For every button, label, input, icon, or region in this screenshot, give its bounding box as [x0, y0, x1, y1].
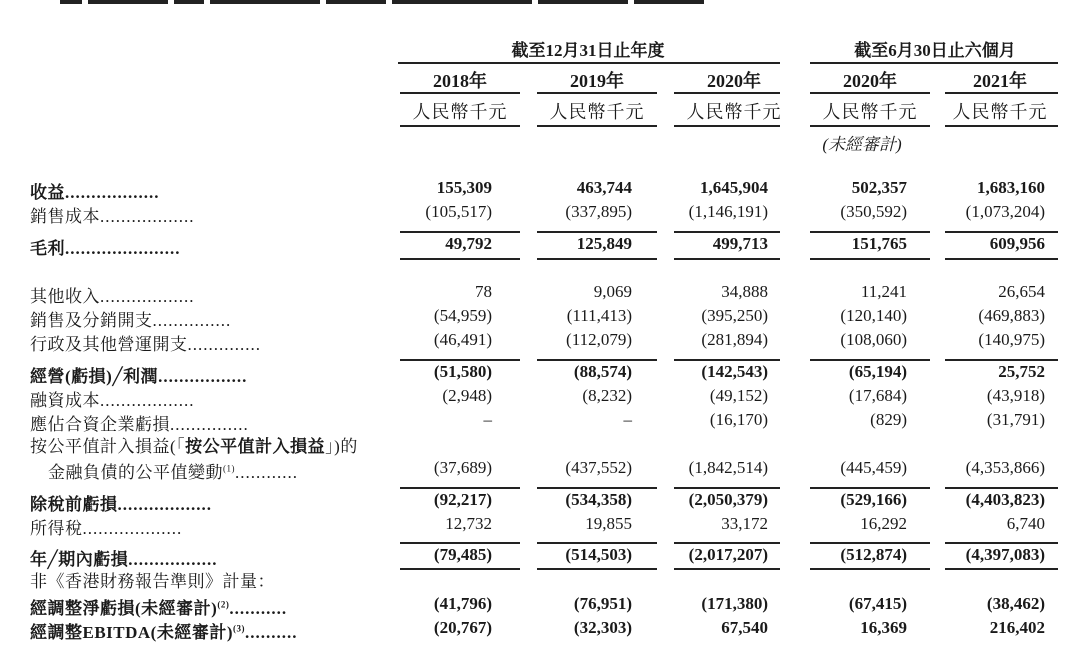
value-cell: (514,503) [565, 545, 632, 564]
leader-dots: .................. [65, 183, 160, 202]
value-cell: (829) [870, 410, 907, 429]
value-cell: (79,485) [433, 545, 492, 564]
row-label [48, 458, 298, 483]
value-cell: (120,140) [840, 306, 907, 325]
leader-dots: .................. [100, 287, 195, 306]
value-cell: (108,060) [840, 330, 907, 349]
non-hkfrs-heading: 非《香港財務報告準則》計量： [30, 572, 275, 591]
currency-rule-0 [400, 125, 520, 127]
row-label-text: 應佔合資企業虧損 [30, 415, 170, 434]
value-cell: (8,232) [582, 386, 632, 405]
value-cell: (88,574) [573, 362, 632, 381]
subtotal-rule [400, 359, 520, 361]
value-cell: 33,172 [721, 514, 768, 533]
row-label [30, 202, 195, 227]
value-cell: (17,684) [848, 386, 907, 405]
value-cell: (54,959) [433, 306, 492, 325]
value-cell: (67,415) [848, 594, 907, 613]
row-label-text: 除稅前虧損 [30, 495, 118, 514]
value-cell: (171,380) [701, 594, 768, 613]
total-rule [537, 258, 657, 260]
value-cell: (105,517) [425, 202, 492, 221]
row-label-text: 銷售成本 [30, 207, 100, 226]
value-cell: (337,895) [565, 202, 632, 221]
subtotal-rule [674, 487, 780, 489]
currency-header-0: 人民幣千元 [412, 102, 508, 122]
value-cell: (534,358) [565, 490, 632, 509]
row-label [30, 386, 195, 411]
subtotal-rule [537, 487, 657, 489]
value-cell: (20,767) [433, 618, 492, 637]
value-cell: 6,740 [1006, 514, 1045, 533]
row-label-text: 銷售及分銷開支 [30, 311, 153, 330]
value-cell: 78 [475, 282, 492, 301]
value-cell: (112,079) [566, 330, 632, 349]
subtotal-rule [810, 231, 930, 233]
year-rule-0 [400, 92, 520, 94]
currency-rule-4 [945, 125, 1058, 127]
row-label-text: 年╱期內虧損 [30, 550, 129, 569]
subtotal-rule [537, 359, 657, 361]
currency-header-3: 人民幣千元 [822, 102, 918, 122]
fv-label-bold: 按公平值計入損益 [185, 437, 326, 456]
row-label [30, 330, 261, 355]
row-label [30, 306, 231, 331]
value-cell: (142,543) [701, 362, 768, 381]
value-cell: (4,353,866) [965, 458, 1045, 477]
value-cell: (41,796) [433, 594, 492, 613]
total-rule [674, 568, 780, 570]
value-cell: 155,309 [436, 178, 492, 197]
value-cell: 609,956 [989, 234, 1045, 253]
header-group-years: 截至12月31日止年度 [511, 41, 665, 60]
value-cell: (46,491) [433, 330, 492, 349]
subtotal-rule [945, 542, 1058, 544]
value-cell: 502,357 [851, 178, 907, 197]
leader-dots: ............... [152, 311, 232, 330]
subtotal-rule [674, 231, 780, 233]
row-label-text: 經調整EBITDA(未經審計) [30, 623, 234, 642]
leader-dots: ............ [235, 463, 298, 482]
leader-dots: ...................... [65, 239, 181, 258]
row-label-text: 所得稅 [30, 519, 83, 538]
total-rule [674, 258, 780, 260]
row-label-text: 經調整淨虧損(未經審計) [30, 599, 218, 618]
subtotal-rule [537, 542, 657, 544]
subtotal-rule [810, 359, 930, 361]
row-label [30, 490, 212, 515]
value-cell: 151,765 [851, 234, 907, 253]
total-rule [810, 568, 930, 570]
value-cell: (140,975) [978, 330, 1045, 349]
value-cell: (1,073,204) [965, 202, 1045, 221]
value-cell: 67,540 [721, 618, 768, 637]
value-cell: (31,791) [986, 410, 1045, 429]
fv-label-line1 [30, 432, 358, 457]
row-label-text: 毛利 [30, 239, 65, 258]
subtotal-rule [945, 231, 1058, 233]
leader-dots: ............... [170, 415, 249, 434]
row-label-text: 行政及其他營運開支 [30, 335, 188, 354]
value-cell: (395,250) [701, 306, 768, 325]
year-header-0: 2018年 [433, 71, 487, 91]
value-cell: (49,152) [709, 386, 768, 405]
currency-rule-2 [674, 125, 780, 127]
value-cell: (1,842,514) [688, 458, 768, 477]
value-cell: 463,744 [576, 178, 632, 197]
value-cell: 9,069 [593, 282, 632, 301]
row-label-text: 經營(虧損)╱利潤 [30, 367, 159, 386]
value-cell: (32,303) [573, 618, 632, 637]
value-cell: (51,580) [433, 362, 492, 381]
currency-header-4: 人民幣千元 [952, 102, 1048, 122]
value-cell: (92,217) [433, 490, 492, 509]
value-cell: (445,459) [840, 458, 907, 477]
value-cell: 49,792 [445, 234, 492, 253]
value-cell: (1,146,191) [688, 202, 768, 221]
fv-label-prefix: 按公平值計入損益(「 [30, 437, 186, 456]
leader-dots: ................. [158, 367, 248, 386]
value-cell: (43,918) [986, 386, 1045, 405]
value-cell: (2,948) [442, 386, 492, 405]
leader-dots: .................. [117, 495, 212, 514]
row-label [30, 282, 195, 307]
value-cell: (4,397,083) [965, 545, 1045, 564]
value-cell: (16,170) [709, 410, 768, 429]
leader-dots: ........... [229, 599, 288, 618]
currency-rule-1 [537, 125, 657, 127]
value-cell: (2,050,379) [688, 490, 768, 509]
row-label [30, 234, 181, 259]
value-cell: (38,462) [986, 594, 1045, 613]
total-rule [945, 258, 1058, 260]
leader-dots: .................. [100, 207, 195, 226]
year-rule-1 [537, 92, 657, 94]
value-cell: 12,732 [445, 514, 492, 533]
value-cell: (37,689) [433, 458, 492, 477]
year-header-4: 2021年 [973, 71, 1027, 91]
leader-dots: .......... [245, 623, 298, 642]
value-cell: – [483, 410, 492, 429]
footnote-marker: (3) [233, 623, 246, 634]
currency-header-2: 人民幣千元 [686, 102, 782, 122]
value-cell: – [623, 410, 632, 429]
value-cell: (65,194) [848, 362, 907, 381]
value-cell: 34,888 [721, 282, 768, 301]
total-rule [537, 568, 657, 570]
row-label-text: 金融負債的公平值變動 [48, 463, 223, 482]
row-label [30, 618, 298, 643]
header-group-years-rule [398, 62, 780, 64]
fv-label-suffix: 」)的 [325, 437, 358, 456]
subtotal-rule [810, 487, 930, 489]
currency-rule-3 [810, 125, 930, 127]
value-cell: (350,592) [840, 202, 907, 221]
row-label-text: 融資成本 [30, 391, 100, 410]
year-header-2: 2020年 [707, 71, 761, 91]
subtotal-rule [674, 542, 780, 544]
value-cell: 26,654 [998, 282, 1045, 301]
total-rule [945, 568, 1058, 570]
value-cell: (111,413) [566, 306, 632, 325]
row-label-text: 收益 [30, 183, 65, 202]
subtotal-rule [400, 231, 520, 233]
value-cell: (469,883) [978, 306, 1045, 325]
year-header-3: 2020年 [843, 71, 897, 91]
subtotal-rule [400, 487, 520, 489]
value-cell: 16,369 [860, 618, 907, 637]
subtotal-rule [945, 487, 1058, 489]
value-cell: 25,752 [998, 362, 1045, 381]
value-cell: 16,292 [860, 514, 907, 533]
value-cell: 11,241 [860, 282, 907, 301]
subtotal-rule [810, 542, 930, 544]
year-header-1: 2019年 [570, 71, 624, 91]
year-rule-3 [810, 92, 930, 94]
cropped-previous-text [0, 0, 780, 8]
value-cell: (281,894) [701, 330, 768, 349]
total-rule [400, 258, 520, 260]
row-label [30, 594, 287, 619]
row-label [30, 178, 160, 203]
value-cell: 1,683,160 [977, 178, 1045, 197]
header-group-half-rule [810, 62, 1058, 64]
subtotal-rule [945, 359, 1058, 361]
subtotal-rule [537, 231, 657, 233]
header-group-half: 截至6月30日止六個月 [854, 41, 1016, 60]
value-cell: 125,849 [576, 234, 632, 253]
year-rule-4 [945, 92, 1058, 94]
value-cell: 216,402 [989, 618, 1045, 637]
footnote-marker: (1) [223, 463, 235, 474]
value-cell: (529,166) [840, 490, 907, 509]
value-cell: (2,017,207) [688, 545, 768, 564]
leader-dots: .................. [100, 391, 195, 410]
year-rule-2 [674, 92, 780, 94]
unaudited-note: (未經審計) [822, 135, 902, 154]
value-cell: 1,645,904 [700, 178, 768, 197]
subtotal-rule [400, 542, 520, 544]
footnote-marker: (2) [217, 599, 230, 610]
row-label [30, 514, 182, 539]
leader-dots: ................. [128, 550, 218, 569]
total-rule [400, 568, 520, 570]
currency-header-1: 人民幣千元 [549, 102, 645, 122]
leader-dots: ................... [82, 519, 183, 538]
value-cell: (76,951) [573, 594, 632, 613]
leader-dots: .............. [187, 335, 261, 354]
subtotal-rule [674, 359, 780, 361]
value-cell: 499,713 [712, 234, 768, 253]
value-cell: (437,552) [565, 458, 632, 477]
value-cell: 19,855 [585, 514, 632, 533]
total-rule [810, 258, 930, 260]
row-label [30, 362, 247, 387]
value-cell: (512,874) [840, 545, 907, 564]
value-cell: (4,403,823) [965, 490, 1045, 509]
row-label-text: 其他收入 [30, 287, 100, 306]
